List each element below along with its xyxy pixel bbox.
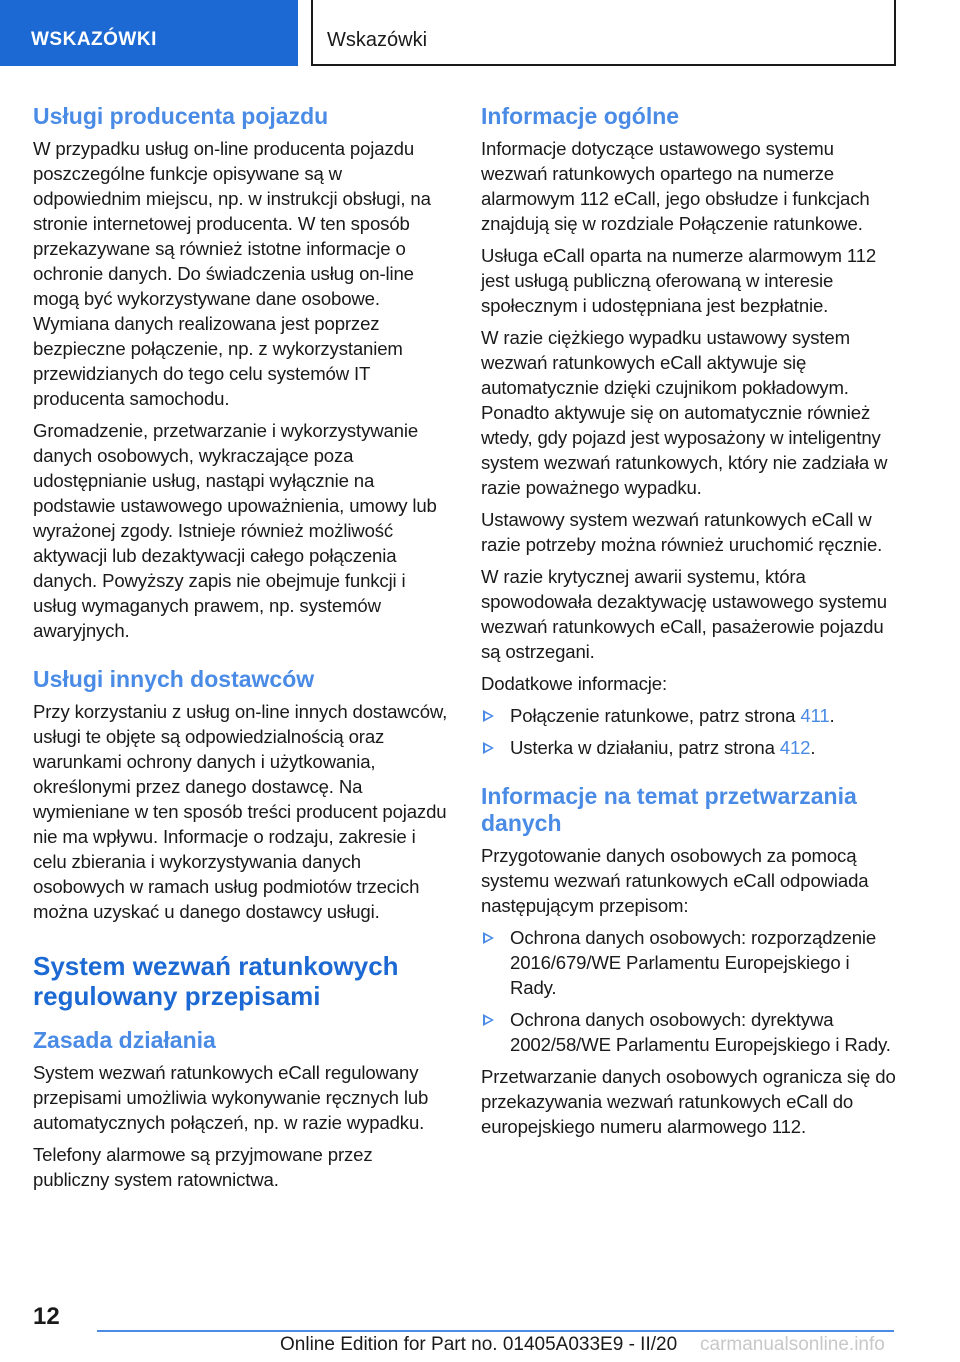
heading-general-info: Informacje ogólne	[481, 103, 680, 129]
paragraph: System wezwań ratunkowych eCall regulowany przepisami umożliwia wykonywanie ręcznych lub automatycznych połączeń, np. w razie wypadku.	[33, 1062, 429, 1133]
right-column	[481, 103, 897, 1146]
left-column	[33, 103, 453, 1199]
paragraph: W przypadku usług on-line producenta pojazdu poszczególne funkcje opisywane są w odpowiednim miejscu, np. w instrukcji obsługi, na stronie internetowej producenta. W ten sposób przekazywane są również istotne informacje o ochronie danych. Do świadczenia usług on-line mogą być wykorzystywane dane osobowe. Wymiana danych realizowana jest poprzez bezpieczne połączenie, np. z wykorzystaniem przewidzianych do tego celu systemów IT producenta samochodu.	[33, 138, 431, 409]
paragraph: W razie krytycznej awarii systemu, która spowodowała dezaktywację ustawowego systemu wezwań ratunkowych eCall, pasażerowie pojazdu są ostrzegani.	[481, 566, 887, 662]
page-link-412[interactable]: 412	[779, 737, 811, 758]
heading-data-processing: Informacje na temat przetwarzania danych	[481, 783, 857, 836]
reference-list	[481, 703, 897, 760]
section-tab: Wskazówki	[311, 0, 896, 66]
page-link-411[interactable]: 411	[800, 705, 830, 726]
paragraph: Telefony alarmowe są przyjmowane przez publiczny system ratownictwa.	[33, 1144, 373, 1190]
paragraph: Gromadzenie, przetwarzanie i wykorzystywanie danych osobowych, wykraczające poza udostępnianie usług, nastąpi wyłącznie na podstawie ustawowego upoważnienia, umowy lub wyrażonej zgody. Istnieje również możliwość aktywacji lub dezaktywacji całego połączenia danych. Powyższy zapis nie obejmuje funkcji i usług wymaganych prawem, np. systemów awaryjnych.	[33, 420, 437, 641]
list-item: Ochrona danych osobowych: dyrektywa 2002/58/WE Parlamentu Europejskiego i Rady.	[481, 1007, 897, 1057]
page-number: 12	[33, 1303, 60, 1330]
list-item: Połączenie ratunkowe, patrz strona 411.	[481, 703, 897, 728]
paragraph: Przetwarzanie danych osobowych ogranicza się do przekazywania wezwań ratunkowych eCall do europejskiego numeru alarmowego 112.	[481, 1066, 896, 1137]
triangle-bullet-icon	[483, 932, 494, 944]
paragraph: W razie ciężkiego wypadku ustawowy system wezwań ratunkowych eCall aktywuje się automatycznie dzięki czujnikom pokładowym. Ponadto aktywuje się on automatycznie również wtedy, gdy pojazd jest wyposażony w inteligentny system wezwań ratunkowych, który nie zadziała w razie poważnego wypadku.	[481, 327, 888, 498]
triangle-bullet-icon	[483, 1014, 494, 1026]
watermark: carmanualsonline.info	[700, 1334, 885, 1355]
edition-text: Online Edition for Part no. 01405A033E9 - II/20	[280, 1334, 678, 1355]
list-item: Usterka w działaniu, patrz strona 412.	[481, 735, 897, 760]
paragraph: Ustawowy system wezwań ratunkowych eCall w razie potrzeby można również uruchomić ręcznie.	[481, 509, 883, 555]
paragraph: Informacje dotyczące ustawowego systemu wezwań ratunkowych opartego na numerze alarmowym 112 eCall, jego obsłudze i funkcjach znajdują się w rozdziale Połączenie ratunkowe.	[481, 138, 870, 234]
paragraph: Przy korzystaniu z usług on-line innych dostawców, usługi te objęte są odpowiedzialnością oraz warunkami ochrony danych i użytkowania, określonymi przez danego dostawcę. Na wymieniane w ten sposób treści producent pojazdu nie ma wpływu. Informacje o rodzaju, zakresie i celu zbierania i wykorzystywania danych osobowych w ramach usług podmiotów trzecich można uzyskać u danego dostawcy usługi.	[33, 701, 448, 922]
page-header	[0, 0, 960, 66]
triangle-bullet-icon	[483, 742, 494, 754]
heading-emergency-system: System wezwań ratunkowych regulowany przepisami	[33, 951, 399, 1011]
heading-principle: Zasada działania	[33, 1027, 216, 1053]
regulation-list	[481, 925, 897, 1057]
paragraph: Dodatkowe informacje:	[481, 673, 667, 694]
paragraph: Przygotowanie danych osobowych za pomocą systemu wezwań ratunkowych eCall odpowiada następującym przepisom:	[481, 845, 869, 916]
heading-manufacturer-services: Usługi producenta pojazdu	[33, 103, 329, 129]
chapter-tab: WSKAZÓWKI	[0, 0, 298, 66]
heading-other-providers: Usługi innych dostawców	[33, 666, 315, 692]
paragraph: Usługa eCall oparta na numerze alarmowym 112 jest usługą publiczną oferowaną w interesie społecznym i udostępniana jest bezpłatnie.	[481, 245, 877, 316]
footer-divider	[97, 1330, 894, 1332]
triangle-bullet-icon	[483, 710, 494, 722]
list-item: Ochrona danych osobowych: rozporządzenie 2016/679/WE Parlamentu Europejskiego i Rady.	[481, 925, 897, 1000]
